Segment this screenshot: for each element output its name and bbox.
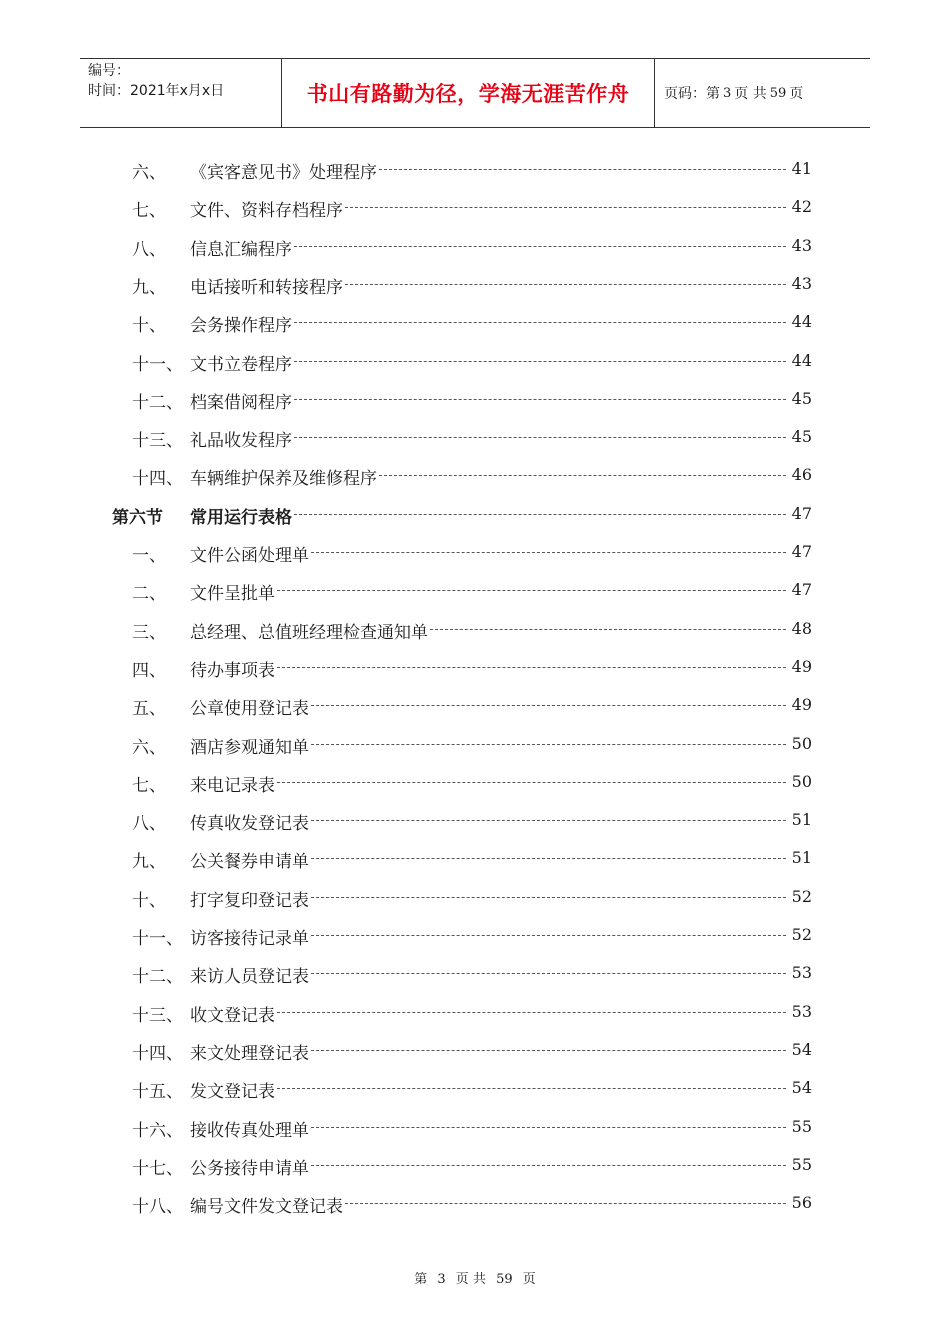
toc-row[interactable] (0, 458, 950, 496)
toc-row[interactable] (0, 267, 950, 305)
toc-title: 电话接听和转接程序 (190, 277, 343, 298)
toc-page-number: 45 (791, 427, 812, 447)
toc-row[interactable] (0, 995, 950, 1033)
toc-row[interactable] (0, 344, 950, 382)
toc-row[interactable] (0, 420, 950, 458)
toc-title: 访客接待记录单 (190, 929, 309, 949)
toc-title: 传真收发登记表 (190, 814, 309, 835)
toc-page-number: 53 (791, 963, 812, 983)
toc-leader (277, 667, 786, 668)
toc-number: 七、 (132, 775, 166, 796)
toc-row[interactable] (0, 612, 950, 650)
toc-leader (311, 858, 786, 859)
toc-title: 酒店参观通知单 (190, 737, 309, 758)
toc-number: 十一、 (132, 354, 183, 375)
toc-page-number: 42 (791, 197, 812, 217)
toc-leader (311, 820, 786, 821)
toc-title: 车辆维护保养及维修程序 (190, 469, 377, 490)
toc-page-number: 55 (791, 1154, 812, 1174)
toc-leader (311, 897, 786, 898)
toc-page-number: 55 (791, 1116, 812, 1136)
toc-number: 八、 (132, 239, 166, 260)
toc-page-number: 54 (791, 1078, 812, 1098)
toc-page-number: 52 (791, 886, 812, 906)
toc-title: 文件呈批单 (190, 584, 275, 605)
toc-number: 十六、 (132, 1120, 183, 1141)
toc-number: 五、 (132, 699, 166, 720)
toc-page-number: 53 (791, 1001, 812, 1021)
toc-row[interactable] (0, 573, 950, 611)
toc-leader (294, 361, 786, 362)
toc-number: 十二、 (132, 967, 183, 988)
toc-row[interactable] (0, 1148, 950, 1186)
toc-row[interactable] (0, 650, 950, 688)
toc-number: 十、 (132, 316, 166, 337)
toc-title: 公章使用登记表 (190, 699, 309, 720)
toc-title: 来电记录表 (190, 775, 275, 796)
toc-title: 来文处理登记表 (190, 1043, 309, 1064)
toc-page-number: 43 (791, 273, 812, 293)
toc-leader (311, 552, 786, 553)
toc-leader (311, 973, 786, 974)
toc-number: 十七、 (132, 1158, 183, 1179)
toc-title: 《宾客意见书》处理程序 (190, 163, 377, 183)
toc-number: 十四、 (132, 469, 183, 490)
toc-page-number: 50 (791, 733, 812, 753)
toc-row[interactable] (0, 1110, 950, 1148)
toc-row[interactable] (0, 765, 950, 803)
toc-title: 文件、资料存档程序 (190, 201, 343, 222)
toc-number: 七、 (132, 201, 166, 222)
toc-title: 会务操作程序 (190, 316, 292, 337)
toc-number: 一、 (132, 546, 166, 566)
toc-leader (311, 744, 786, 745)
toc-row[interactable] (0, 1033, 950, 1071)
toc-section-row[interactable] (0, 497, 950, 535)
toc-page-number: 43 (791, 235, 812, 255)
toc-leader (311, 1050, 786, 1051)
toc-row[interactable] (0, 190, 950, 228)
toc-number: 十、 (132, 890, 166, 911)
toc-number: 十五、 (132, 1082, 183, 1103)
toc-number: 二、 (132, 584, 166, 605)
toc-leader (311, 1165, 786, 1166)
toc-title: 常用运行表格 (190, 507, 292, 528)
toc-page-number: 47 (791, 580, 812, 600)
toc-title: 接收传真处理单 (190, 1120, 309, 1141)
toc-leader (277, 590, 786, 591)
toc-row[interactable] (0, 688, 950, 726)
toc-number: 四、 (132, 660, 166, 681)
toc-page-number: 51 (791, 848, 812, 868)
toc-row[interactable] (0, 1186, 950, 1224)
toc-leader (277, 1012, 786, 1013)
toc-title: 公务接待申请单 (190, 1158, 309, 1179)
toc-title: 来访人员登记表 (190, 967, 309, 988)
toc-title: 打字复印登记表 (190, 890, 309, 911)
toc-leader (294, 514, 786, 515)
toc-number: 十八、 (132, 1197, 183, 1218)
toc-leader (294, 246, 786, 247)
toc-page-number: 47 (791, 503, 812, 523)
toc-number: 八、 (132, 814, 166, 835)
footer-suffix: 页 (522, 1272, 536, 1287)
toc-title: 总经理、总值班经理检查通知单 (190, 622, 428, 643)
footer-prefix: 第 (414, 1272, 428, 1287)
toc-number: 六、 (132, 737, 166, 758)
toc-title: 信息汇编程序 (190, 239, 292, 260)
toc-row[interactable] (0, 229, 950, 267)
toc-leader (379, 475, 786, 476)
page-total: 59 (769, 85, 787, 101)
toc-page-number: 47 (791, 542, 812, 561)
toc-page-number: 50 (791, 771, 812, 791)
page-mid: 页 共 (734, 86, 767, 102)
toc-number: 九、 (132, 852, 166, 873)
toc-title: 收文登记表 (190, 1005, 275, 1026)
toc-leader (311, 935, 786, 936)
toc-page-number: 46 (791, 465, 812, 485)
toc-page-number: 45 (791, 388, 812, 408)
toc-title: 文件公函处理单 (190, 546, 309, 566)
header-divider (654, 59, 655, 127)
toc-row[interactable] (0, 803, 950, 841)
toc-leader (345, 207, 786, 208)
page-footer (0, 1268, 950, 1287)
toc-leader (294, 437, 786, 438)
toc-leader (294, 322, 786, 323)
time-label: 时间：2021年x月x日 (88, 83, 225, 99)
toc-row[interactable] (0, 305, 950, 343)
toc-row[interactable] (0, 152, 950, 190)
toc-number: 十三、 (132, 431, 183, 452)
toc-page-number: 48 (791, 618, 812, 638)
page-current: 3 (723, 85, 732, 101)
toc-leader (311, 1127, 786, 1128)
toc-number: 九、 (132, 277, 166, 298)
toc-leader (345, 284, 786, 285)
toc-leader (277, 1088, 786, 1089)
toc-page-number: 56 (791, 1193, 812, 1213)
toc-row[interactable] (0, 382, 950, 420)
toc-leader (311, 705, 786, 706)
toc-title: 档案借阅程序 (190, 392, 292, 413)
toc-number: 三、 (132, 622, 166, 643)
toc-page-number: 49 (791, 656, 812, 676)
toc-leader (345, 1203, 786, 1204)
toc-number: 十三、 (132, 1005, 183, 1026)
toc-title: 公关餐券申请单 (190, 852, 309, 873)
toc-page-number: 51 (791, 810, 812, 830)
page-label: 页码：第 (664, 86, 720, 102)
toc-leader (430, 629, 786, 630)
footer-mid: 页 共 (455, 1272, 486, 1287)
footer-total: 59 (496, 1272, 513, 1287)
header-page-info (664, 59, 803, 127)
toc-number: 六、 (132, 163, 166, 183)
toc-title: 编号文件发文登记表 (190, 1197, 343, 1218)
toc-row[interactable] (0, 535, 950, 573)
toc-row[interactable] (0, 727, 950, 765)
toc-leader (379, 169, 786, 170)
serial-label: 编号： (88, 63, 130, 79)
header-motto: 书山有路勤为径，学海无涯苦作舟 (306, 81, 630, 106)
toc-number: 十一、 (132, 929, 183, 949)
toc-page-number: 49 (791, 695, 812, 715)
page-end: 页 (789, 86, 804, 102)
toc-title: 发文登记表 (190, 1082, 275, 1103)
toc-title: 礼品收发程序 (190, 431, 292, 452)
toc-page-number: 44 (791, 312, 812, 332)
footer-current: 3 (437, 1272, 446, 1287)
toc-number: 十四、 (132, 1043, 183, 1064)
toc-page-number: 41 (791, 159, 812, 178)
document-header (80, 58, 870, 128)
toc-leader (277, 782, 786, 783)
toc-page-number: 54 (791, 1039, 812, 1059)
toc-row[interactable] (0, 1071, 950, 1109)
toc-row[interactable] (0, 956, 950, 994)
header-meta (88, 61, 286, 125)
toc-number: 十二、 (132, 392, 183, 413)
toc-row[interactable] (0, 918, 950, 956)
toc-leader (294, 399, 786, 400)
toc-title: 待办事项表 (190, 660, 275, 681)
toc-row[interactable] (0, 880, 950, 918)
toc-title: 文书立卷程序 (190, 354, 292, 375)
toc-page-number: 44 (791, 350, 812, 370)
toc-row[interactable] (0, 841, 950, 879)
toc-number: 第六节 (112, 507, 163, 528)
toc-page-number: 52 (791, 925, 812, 944)
